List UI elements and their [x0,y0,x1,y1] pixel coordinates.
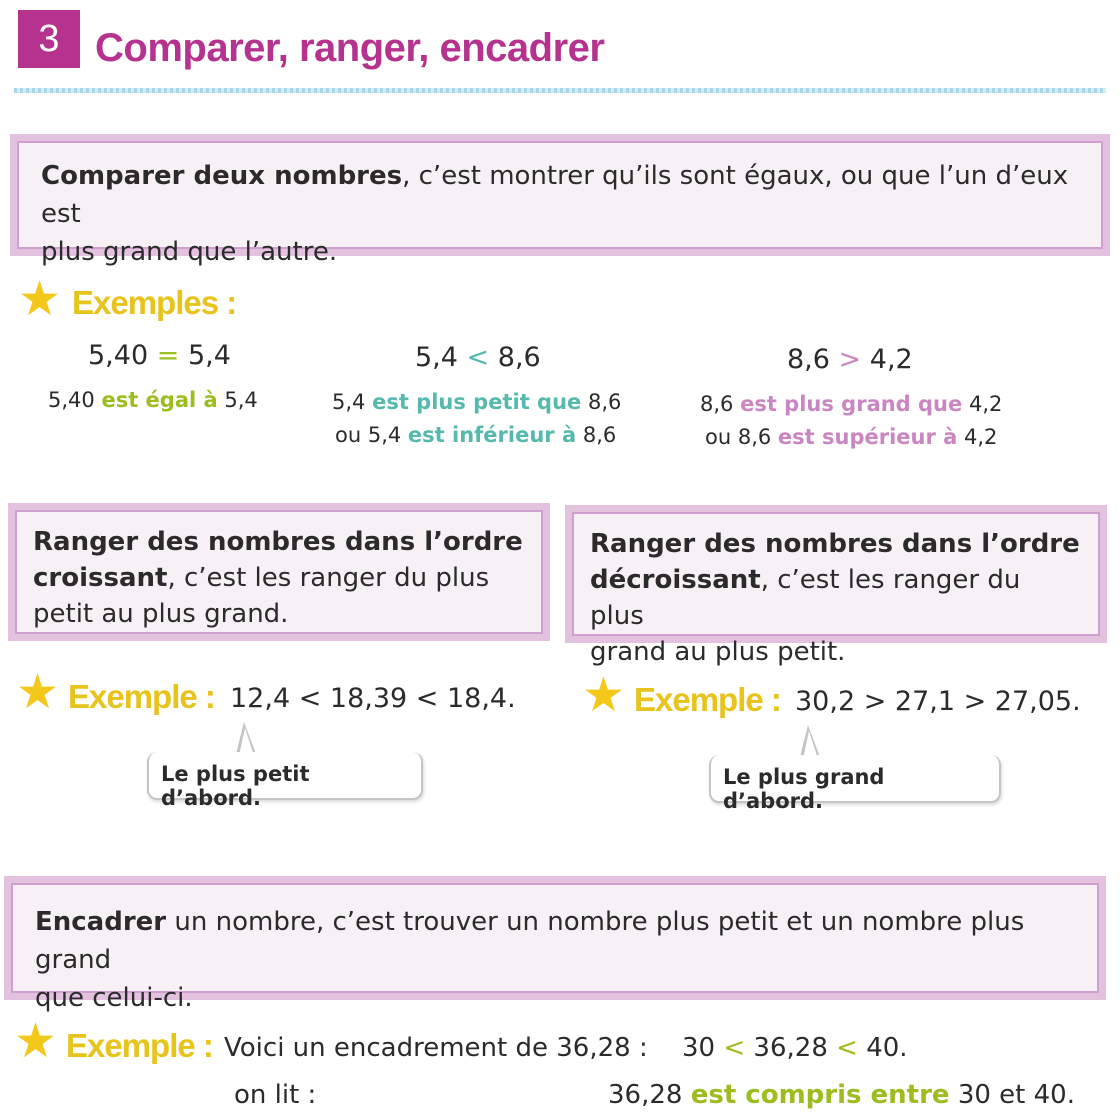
increasing-hint-bubble: Le plus petit d’abord. [147,752,423,800]
decreasing-term-2: décroissant [590,565,761,595]
decreasing-text-end: grand au plus petit. [590,637,846,667]
frame-line-2: que celui-ci. [35,983,193,1013]
decreasing-example-expression: 30,2 > 27,1 > 27,05. [795,686,1081,717]
compare-line-2: plus grand que l’autre. [41,237,338,267]
star-icon: ★ [14,1013,58,1069]
example-greater-expression: 8,6 > 4,2 [787,344,913,375]
example-less-reading-1: 5,4 est plus petit que 8,6 [332,390,622,414]
example-less-expression: 5,4 < 8,6 [415,342,541,373]
frame-term: Encadrer [35,907,167,937]
increasing-term-1: Ranger des nombres dans l’ordre [33,527,523,557]
example-equal-reading: 5,40 est égal à 5,4 [48,388,258,412]
star-icon: ★ [18,271,62,327]
increasing-text-end: petit au plus grand. [33,599,289,629]
compare-line-1 [41,157,1085,233]
frame-example-expression: 30 < 36,28 < 40. [682,1033,908,1063]
star-icon: ★ [582,667,626,723]
example-label-frame: Exemple : [66,1027,213,1064]
frame-read-sentence: 36,28 est compris entre 30 et 40. [608,1080,1075,1110]
compare-text: , c’est montrer qu’ils sont égaux, ou que l’un d’eux est [41,161,1069,229]
compare-term: Comparer deux nombres [41,161,403,191]
increasing-definition-box [8,503,550,641]
example-equal-expression: 5,40 = 5,4 [88,340,231,371]
frame-read-label: on lit : [234,1080,317,1110]
example-less-reading-2: ou 5,4 est inférieur à 8,6 [335,423,617,447]
example-label-increasing: Exemple : [68,678,215,715]
example-greater-reading-2: ou 8,6 est supérieur à 4,2 [705,425,998,449]
example-greater-reading-1: 8,6 est plus grand que 4,2 [700,392,1003,416]
increasing-text: , c’est les ranger du plus [167,563,490,593]
compare-definition-box [10,134,1110,267]
section-number-badge: 3 [18,10,80,68]
frame-text: un nombre, c’est trouver un nombre plus petit et un nombre plus grand [35,907,1025,975]
frame-example-intro: Voici un encadrement de 36,28 : [224,1033,648,1063]
increasing-example-expression: 12,4 < 18,39 < 18,4. [230,683,516,714]
frame-line-1 [35,903,1081,979]
examples-label: Exemples : [72,284,237,321]
decreasing-term-1: Ranger des nombres dans l’ordre [590,529,1080,559]
decreasing-hint-bubble: Le plus grand d’abord. [709,755,1001,803]
increasing-term-2: croissant [33,563,168,593]
page-title: Comparer, ranger, encadrer [95,26,605,70]
frame-definition-box [4,876,1106,1013]
header-divider [14,88,1106,93]
example-label-decreasing: Exemple : [634,681,781,718]
star-icon: ★ [16,664,60,720]
decreasing-text: , c’est les ranger du plus [590,565,1021,631]
decreasing-definition-box [565,505,1107,667]
